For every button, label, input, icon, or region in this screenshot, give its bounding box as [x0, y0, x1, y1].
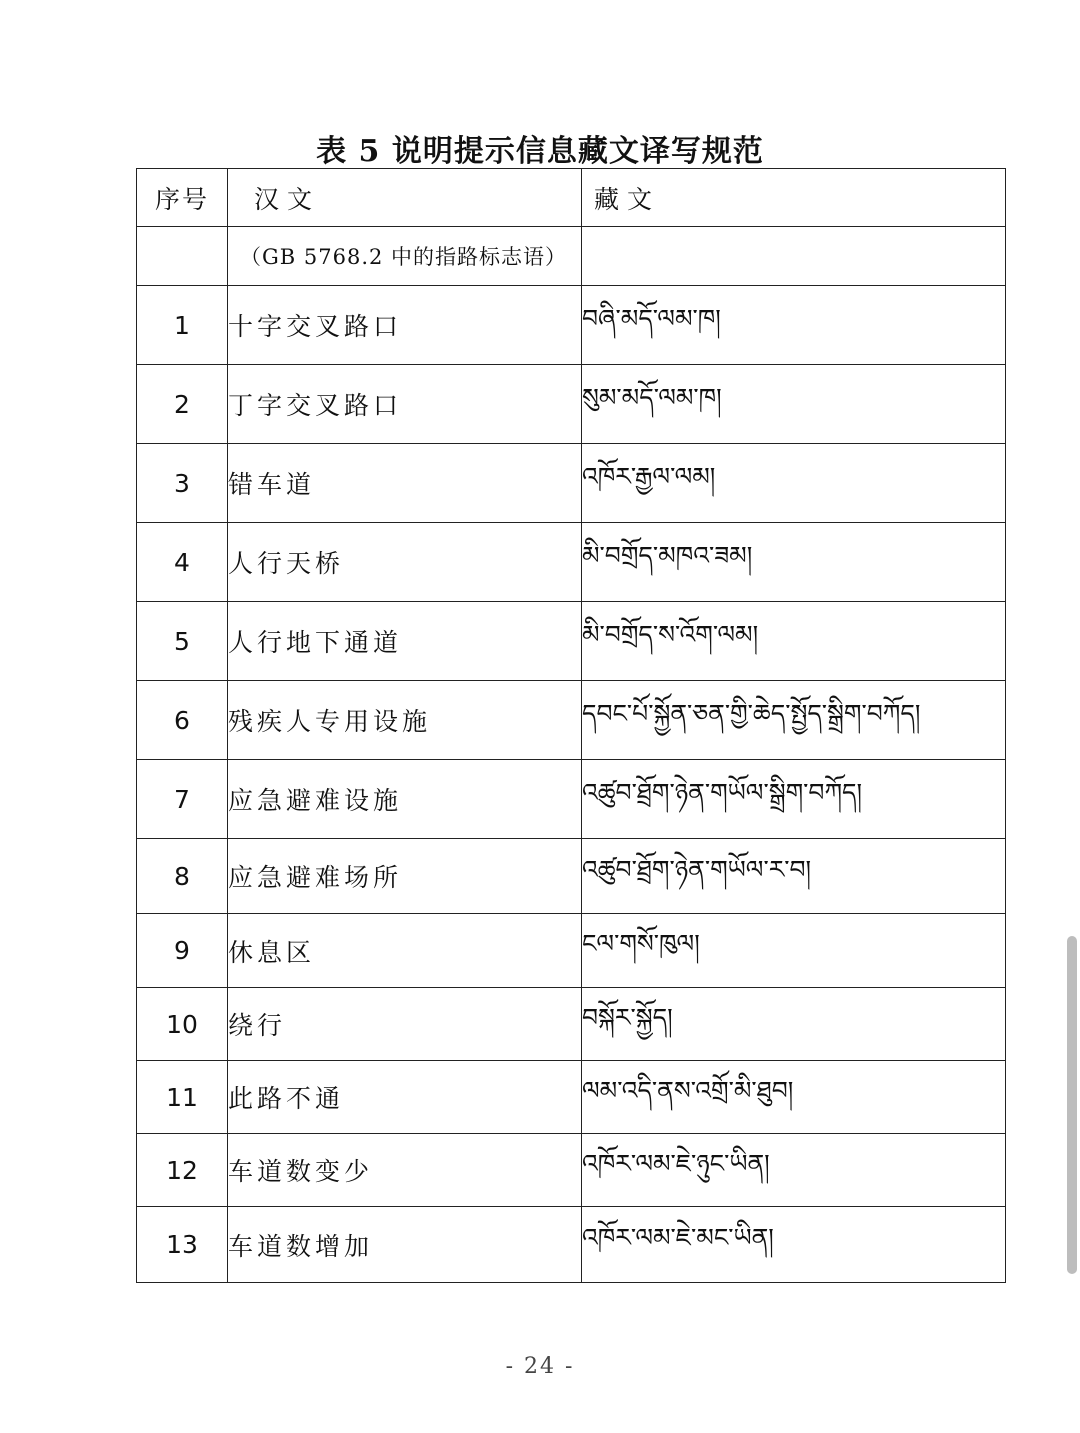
row-number: 12 [137, 1134, 228, 1207]
row-number: 8 [137, 839, 228, 914]
row-number: 7 [137, 760, 228, 839]
subheader-tibetan-cell [582, 227, 1006, 286]
page-number: - 24 - [505, 1354, 575, 1379]
table-row [137, 760, 1006, 839]
row-tibetan: མི་བགྲོད་ས་འོག་ལམ། [582, 602, 1006, 681]
row-number: 1 [137, 286, 228, 365]
row-tibetan: འཚུབ་ཐྲོག་ཉེན་གཡོལ་ར་བ། [582, 839, 1006, 914]
row-number: 9 [137, 914, 228, 988]
table-row [137, 839, 1006, 914]
table-row [137, 1134, 1006, 1207]
subheader-text: （GB 5768.2 中的指路标志语） [228, 227, 582, 286]
row-chinese: 应急避难设施 [228, 760, 582, 839]
table-row [137, 988, 1006, 1061]
row-tibetan: ལམ་འདི་ནས་འགྲོ་མི་ཐུབ། [582, 1061, 1006, 1134]
row-number: 4 [137, 523, 228, 602]
table-row [137, 365, 1006, 444]
row-chinese: 休息区 [228, 914, 582, 988]
table-row [137, 1207, 1006, 1283]
row-chinese: 车道数变少 [228, 1134, 582, 1207]
row-number: 3 [137, 444, 228, 523]
row-tibetan: འཁོར་ལམ་ཇེ་མང་ཡིན། [582, 1207, 1006, 1283]
row-tibetan: འཚུབ་ཐྲོག་ཉེན་གཡོལ་སྒྲིག་བཀོད། [582, 760, 1006, 839]
row-chinese: 丁字交叉路口 [228, 365, 582, 444]
header-chinese: 汉文 [228, 169, 582, 227]
row-tibetan: བཞི་མདོ་ལམ་ཁ། [582, 286, 1006, 365]
row-tibetan: དབང་པོ་སྐྱོན་ཅན་གྱི་ཆེད་སྤྱོད་སྒྲིག་བཀོད། [582, 681, 1006, 760]
header-num: 序号 [137, 169, 228, 227]
row-chinese: 绕行 [228, 988, 582, 1061]
row-chinese: 十字交叉路口 [228, 286, 582, 365]
row-tibetan: ངལ་གསོ་ཁུལ། [582, 914, 1006, 988]
row-chinese: 此路不通 [228, 1061, 582, 1134]
row-chinese: 错车道 [228, 444, 582, 523]
row-number: 5 [137, 602, 228, 681]
row-number: 2 [137, 365, 228, 444]
row-tibetan: བསྐོར་སྐྱོད། [582, 988, 1006, 1061]
subheader-num-cell [137, 227, 228, 286]
row-number: 10 [137, 988, 228, 1061]
row-chinese: 人行地下通道 [228, 602, 582, 681]
row-tibetan: སུམ་མདོ་ལམ་ཁ། [582, 365, 1006, 444]
row-chinese: 人行天桥 [228, 523, 582, 602]
row-number: 11 [137, 1061, 228, 1134]
table-row [137, 444, 1006, 523]
scrollbar[interactable] [1067, 936, 1077, 1274]
header-tibetan: 藏文 [582, 169, 1006, 227]
row-number: 6 [137, 681, 228, 760]
table-row [137, 914, 1006, 988]
translation-table [136, 168, 1006, 1283]
row-chinese: 车道数增加 [228, 1207, 582, 1283]
table-row [137, 286, 1006, 365]
table-subheader-row [137, 227, 1006, 286]
table-row [137, 1061, 1006, 1134]
row-number: 13 [137, 1207, 228, 1283]
row-chinese: 应急避难场所 [228, 839, 582, 914]
row-tibetan: འཁོར་ལམ་ཇེ་ཉུང་ཡིན། [582, 1134, 1006, 1207]
row-chinese: 残疾人专用设施 [228, 681, 582, 760]
row-tibetan: འཁོར་རྒྱལ་ལམ། [582, 444, 1006, 523]
table-header-row [137, 169, 1006, 227]
table-row [137, 523, 1006, 602]
table-row [137, 681, 1006, 760]
row-tibetan: མི་བགྲོད་མཁའ་ཟམ། [582, 523, 1006, 602]
table-title: 表 5 说明提示信息藏文译写规范 [316, 134, 764, 169]
table-row [137, 602, 1006, 681]
